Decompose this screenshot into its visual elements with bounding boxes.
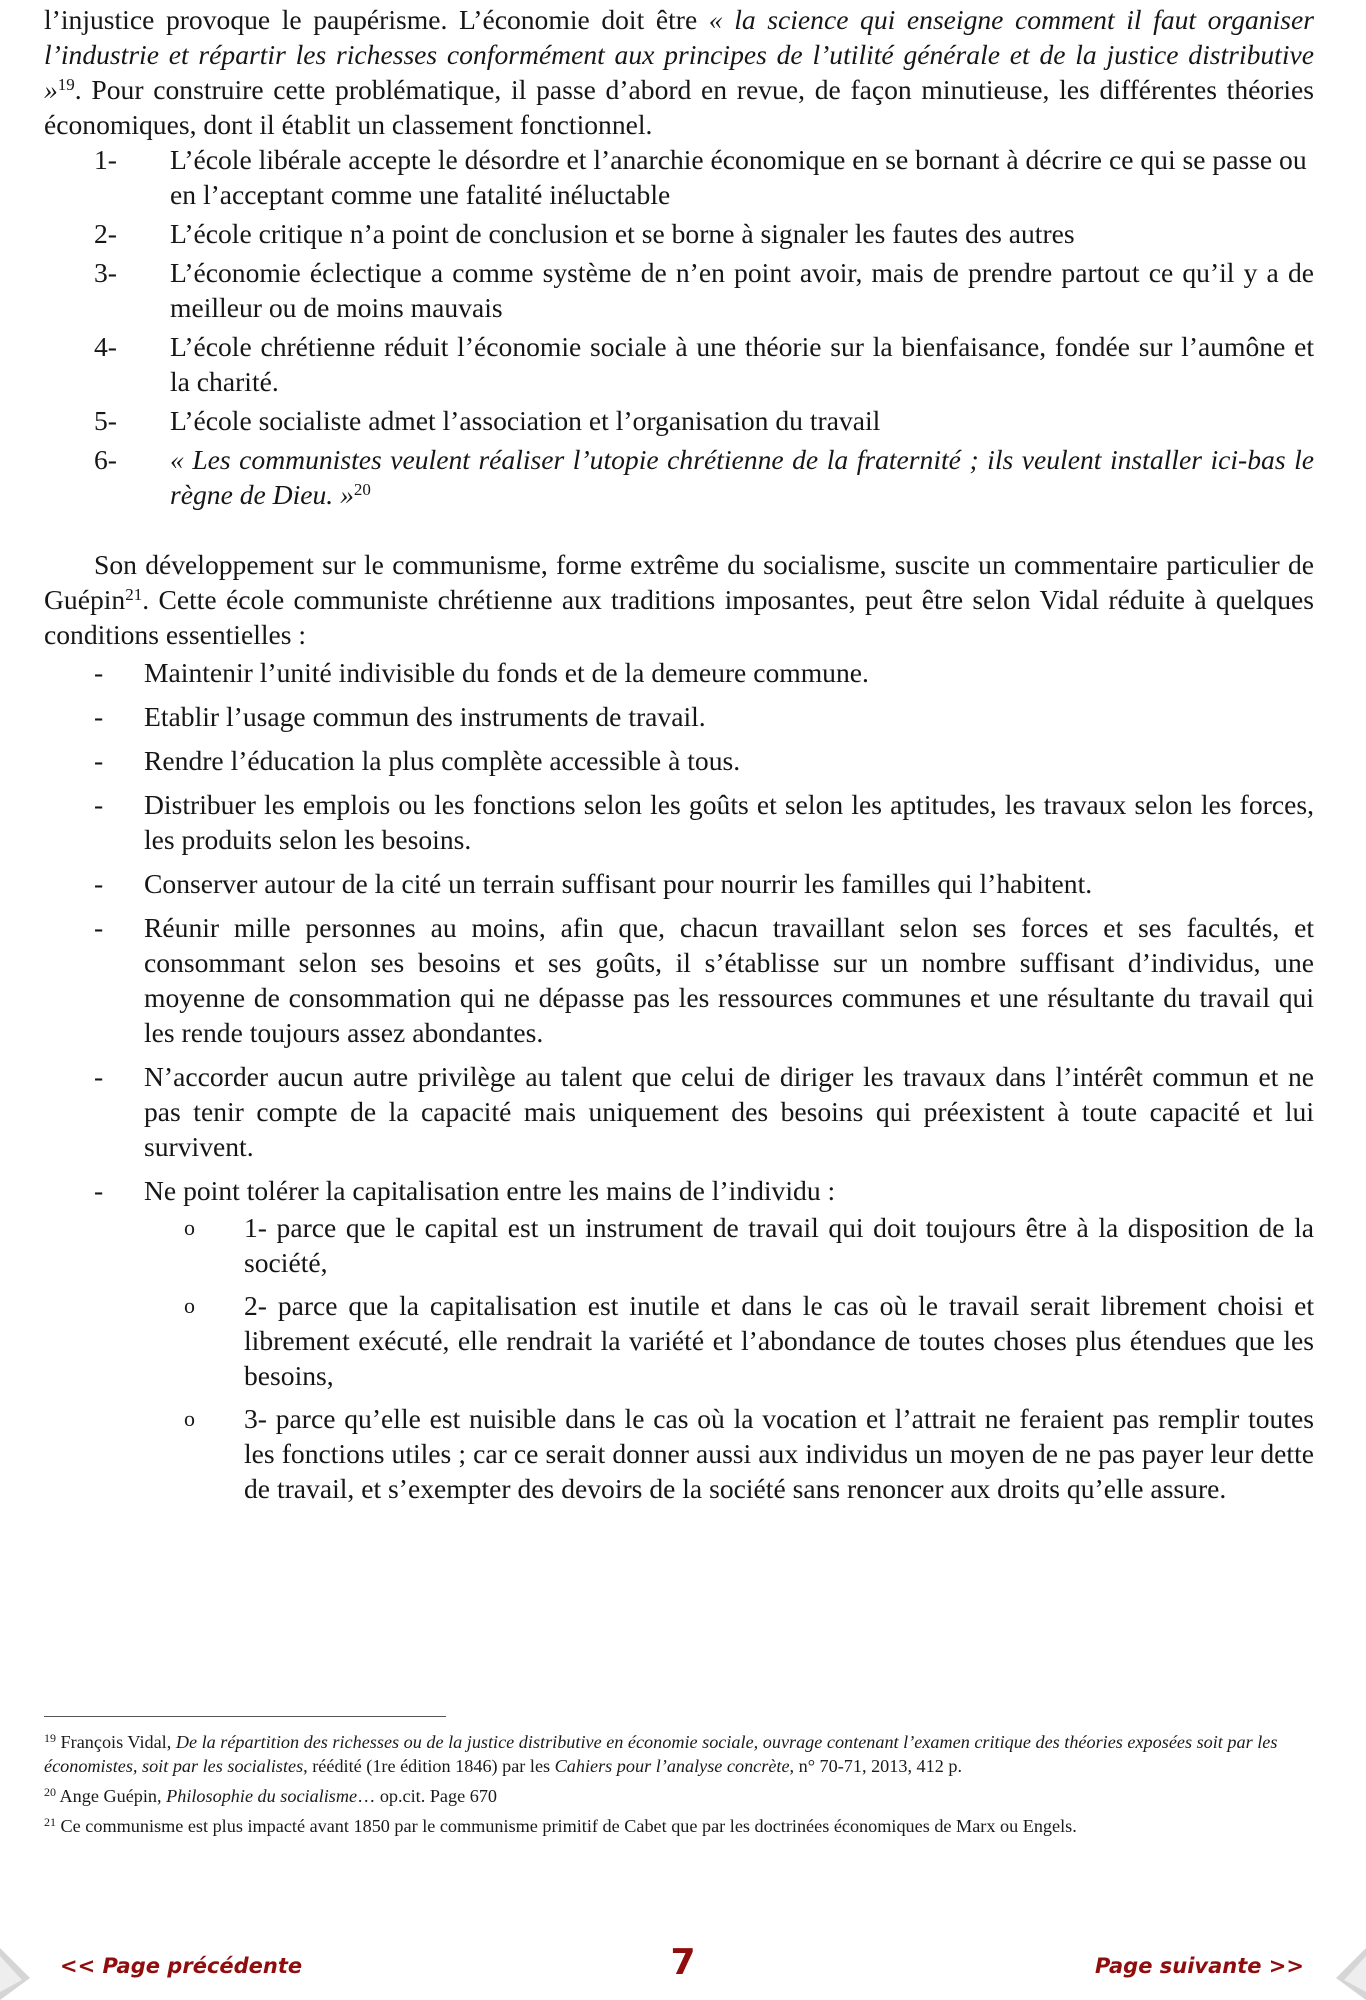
list-item xyxy=(144,1288,1314,1393)
list-item xyxy=(44,142,1314,212)
list-item xyxy=(44,403,1314,438)
list-item: - Etablir l’usage commun des instruments de travail. xyxy=(94,701,706,732)
list-item xyxy=(44,442,1314,512)
item-text: L’école chrétienne réduit l’économie sociale à une théorie sur la bienfaisance, fondée sur l’aumône et la charité. xyxy=(170,331,1314,397)
condition-text: N’accorder aucun autre privilège au talent que celui de diriger les travaux dans l’intérêt commun et ne pas tenir compte de la capacité mais uniquement des besoins qui préexistent à toute capacité et lui survivent. xyxy=(144,1061,1314,1162)
condition-text: Etablir l’usage commun des instruments de travail. xyxy=(144,701,706,732)
condition-text: Rendre l’éducation la plus complète accessible à tous. xyxy=(144,745,741,776)
schools-list xyxy=(44,142,1314,512)
next-page-link[interactable]: Page suivante >> xyxy=(1094,1954,1304,1978)
footnote-20: $^{20}$ Ange Guépin, Philosophie du socialisme… op.cit. Page 670 xyxy=(44,1785,498,1806)
footnote-separator xyxy=(44,1716,446,1717)
footnote-19: $^{19}$ François Vidal, De la répartition des richesses ou de la justice distributive en économie sociale, ouvrage contenant l’examen critique des théories exposées soit par les économistes, soit par les socialistes, réédité (1re édition 1846) par les Cahiers pour l’analyse concrète, n° 70-71, 2013, 412 p. xyxy=(44,1731,1278,1776)
footnote-21: $^{21}$ Ce communisme est plus impacté avant 1850 par le communisme primitif de Cabet que par les doctrinées économiques de Marx ou Engels. xyxy=(44,1815,1077,1836)
item-text: « Les communistes veulent réaliser l’utopie chrétienne de la fraternité ; ils veulent installer ici-bas le règne de Dieu. » xyxy=(170,444,1314,510)
item-number: 1- xyxy=(94,144,117,175)
circle-bullet-icon: o xyxy=(184,1406,195,1431)
list-item: - Rendre l’éducation la plus complète accessible à tous. xyxy=(94,745,741,776)
list-item: - Conserver autour de la cité un terrain suffisant pour nourrir les familles qui l’habitent. xyxy=(94,868,1093,899)
paragraph-text-2: . Cette école communiste chrétienne aux traditions imposantes, peut être selon Vidal réduite à quelques conditions essentielles : xyxy=(44,584,1314,650)
document-page xyxy=(44,0,1314,1515)
list-item xyxy=(44,255,1314,325)
list-item: - Distribuer les emplois ou les fonctions selon les goûts et selon les aptitudes, les travaux selon les forces, les produits selon les besoins. xyxy=(94,789,1314,855)
communism-paragraph xyxy=(44,547,1314,652)
list-item xyxy=(144,1401,1314,1506)
capitalisation-reasons-list xyxy=(144,1210,1314,1506)
reason-text: 3- parce qu’elle est nuisible dans le cas où la vocation et l’attrait ne feraient pas remplir toutes les fonctions utiles ; car ce serait donner aussi aux individus un moyen de ne pas payer leur dette de travail, et s’exempter des devoirs de la société sans renoncer aux droits qu’elle assure. xyxy=(244,1403,1314,1504)
reason-text: 2- parce que la capitalisation est inutile et dans le cas où le travail serait librement choisi et librement exécuté, elle rendrait la variété et l’abondance de toutes choses plus étendues que les besoins, xyxy=(244,1290,1314,1391)
footnote-ref-19[interactable]: 19 xyxy=(57,75,75,94)
circle-bullet-icon: o xyxy=(184,1293,195,1318)
condition-text: Maintenir l’unité indivisible du fonds et de la demeure commune. xyxy=(144,657,869,688)
item-text: L’école critique n’a point de conclusion et se borne à signaler les fautes des autres xyxy=(170,218,1075,249)
conditions-list xyxy=(44,655,1314,1506)
condition-text: Ne point tolérer la capitalisation entre les mains de l’individu : xyxy=(144,1175,836,1206)
list-item: - Maintenir l’unité indivisible du fonds et de la demeure commune. xyxy=(94,657,869,688)
condition-text: Réunir mille personnes au moins, afin que, chacun travaillant selon ses forces et ses facultés, et consommant selon ses besoins et ses goûts, il s’établisse sur un nombre suffisant d’individus, une moyenne de consommation qui ne dépasse pas les ressources communes et une résultante du travail qui les rende toujours assez abondantes. xyxy=(144,912,1314,1048)
condition-text: Distribuer les emplois ou les fonctions selon les goûts et selon les aptitudes, les travaux selon les forces, les produits selon les besoins. xyxy=(144,789,1314,855)
item-text: L’économie éclectique a comme système de n’en point avoir, mais de prendre partout ce qu’il y a de meilleur ou de moins mauvais xyxy=(170,257,1314,323)
item-text: L’école libérale accepte le désordre et l’anarchie économique en se bornant à décrire ce qui se passe ou en l’acceptant comme une fatalité inéluctable xyxy=(170,144,1307,210)
list-item: - N’accorder aucun autre privilège au talent que celui de diriger les travaux dans l’intérêt commun et ne pas tenir compte de la capacité mais uniquement des besoins qui préexistent à toute capacité et lui survivent. xyxy=(94,1061,1314,1162)
intro-quote: « la science qui enseigne comment il faut organiser l’industrie et répartir les richesses conformément aux principes de l’utilité générale et de la justice distributive » xyxy=(44,4,1314,105)
intro-paragraph xyxy=(44,2,1314,142)
item-number: 2- xyxy=(94,218,117,249)
list-item: - Ne point tolérer la capitalisation entre les mains de l’individu : o 1- parce que le capital est un instrument de travail qui doit toujours être à la disposition de la société, o 2- parce que la capitalisation est inutile et dans le cas où le travail serait librement choisi et librement exécuté, elle rendrait la variété et l’abondance de toutes choses plus étendues que les besoins, o 3- parce qu’elle est nuisible dans le cas où la vocation et l’attrait ne feraient pas remplir toutes les fonctions utiles ; car ce serait donner aussi aux individus un moyen de ne pas payer leur dette de travail, et s’exempter des devoirs de la société sans renoncer aux droits qu’elle assure. xyxy=(94,1175,1314,1504)
list-item xyxy=(44,329,1314,399)
footnote-ref-21[interactable]: 21 xyxy=(125,585,143,604)
list-item: - Réunir mille personnes au moins, afin que, chacun travaillant selon ses forces et ses facultés, et consommant selon ses besoins et ses goûts, il s’établisse sur un nombre suffisant d’individus, une moyenne de consommation qui ne dépasse pas les ressources communes et une résultante du travail qui les rende toujours assez abondantes. xyxy=(94,912,1314,1048)
list-item xyxy=(144,1210,1314,1280)
item-number: 4- xyxy=(94,331,117,362)
footnote-ref-20[interactable]: 20 xyxy=(353,480,371,499)
paragraph-text: Son développement sur le communisme, forme extrême du socialisme, suscite un commentaire particulier de Guépin xyxy=(44,549,1314,615)
circle-bullet-icon: o xyxy=(184,1215,195,1240)
condition-text: Conserver autour de la cité un terrain suffisant pour nourrir les familles qui l’habitent. xyxy=(144,868,1093,899)
item-text: L’école socialiste admet l’association et l’organisation du travail xyxy=(170,405,881,436)
item-number: 3- xyxy=(94,257,117,288)
intro-text: l’injustice provoque le paupérisme. L’économie doit être xyxy=(44,4,709,35)
reason-text: 1- parce que le capital est un instrument de travail qui doit toujours être à la disposition de la société, xyxy=(244,1212,1314,1278)
item-number: 6- xyxy=(94,444,117,475)
item-number: 5- xyxy=(94,405,117,436)
previous-page-link[interactable]: << Page précédente xyxy=(60,1954,303,1978)
footnotes xyxy=(44,1730,1316,1844)
intro-text-2: . Pour construire cette problématique, il passe d’abord en revue, de façon minutieuse, les différentes théories économiques, dont il établit un classement fonctionnel. xyxy=(44,74,1314,140)
list-item xyxy=(44,216,1314,251)
page-number: 7 xyxy=(670,1942,696,1983)
